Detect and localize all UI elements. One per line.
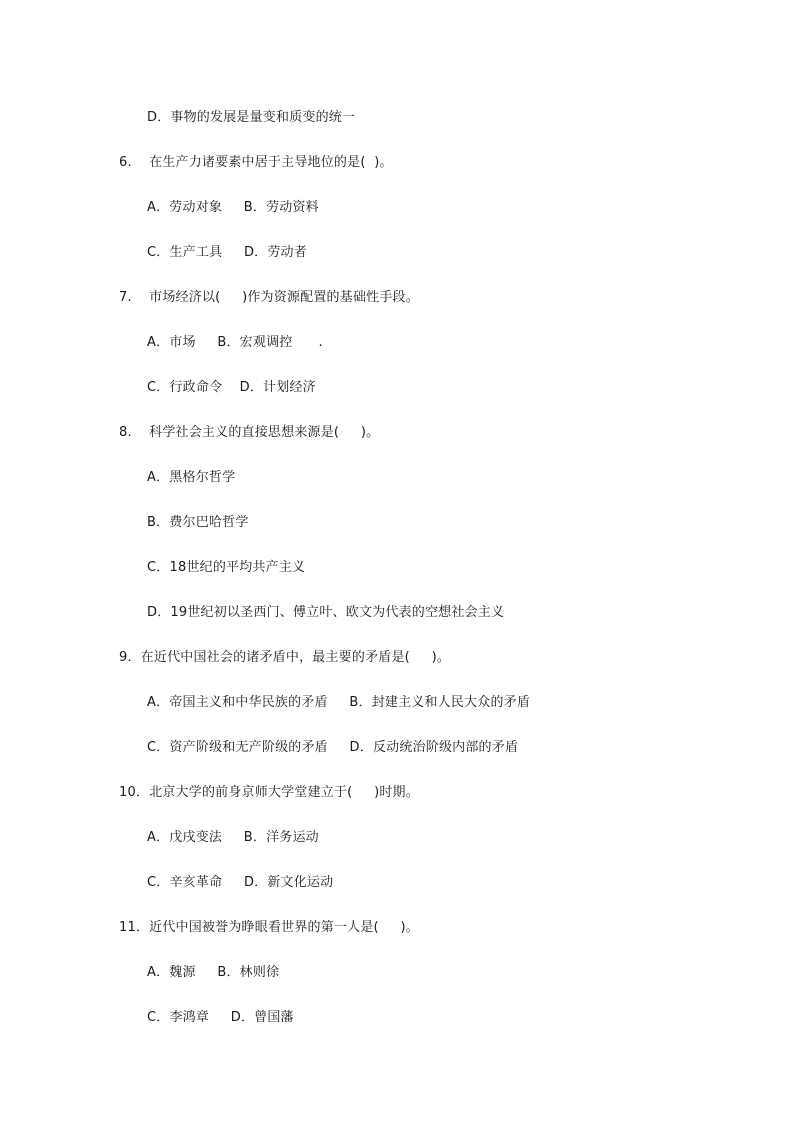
- option-line: B．费尔巴哈哲学: [147, 515, 249, 530]
- question-line: 8. 科学社会主义的直接思想来源是( )。: [119, 425, 380, 440]
- question-line: 6. 在生产力诸要素中居于主导地位的是( )。: [119, 155, 393, 170]
- option-line: C．生产工具 D．劳动者: [147, 245, 307, 260]
- option-line: C．行政命令 D．计划经济: [147, 380, 316, 395]
- question-line: 11．近代中国被誉为睁眼看世界的第一人是( )。: [119, 920, 419, 935]
- option-line: C．18世纪的平均共产主义: [147, 560, 306, 575]
- option-line: C．李鸿章 D．曾国藩: [147, 1010, 294, 1025]
- option-line: A．帝国主义和中华民族的矛盾 B．封建主义和人民大众的矛盾: [147, 695, 531, 710]
- option-line: D．事物的发展是量变和质变的统一: [147, 110, 356, 125]
- option-line: D．19世纪初以圣西门、傅立叶、欧文为代表的空想社会主义: [147, 605, 505, 620]
- option-line: C．辛亥革命 D．新文化运动: [147, 875, 334, 890]
- question-line: 9．在近代中国社会的诸矛盾中，最主要的矛盾是( )。: [119, 650, 451, 665]
- question-line: 7. 市场经济以( )作为资源配置的基础性手段。: [119, 290, 419, 305]
- option-line: A．市场 B．宏观调控 .: [147, 335, 323, 350]
- option-line: A．魏源 B．林则徐: [147, 965, 280, 980]
- option-line: C．资产阶级和无产阶级的矛盾 D．反动统治阶级内部的矛盾: [147, 740, 519, 755]
- option-line: A．戊戌变法 B．洋务运动: [147, 830, 319, 845]
- option-line: A．劳动对象 B．劳动资料: [147, 200, 319, 215]
- option-line: A．黑格尔哲学: [147, 470, 236, 485]
- question-line: 10．北京大学的前身京师大学堂建立于( )时期。: [119, 785, 419, 800]
